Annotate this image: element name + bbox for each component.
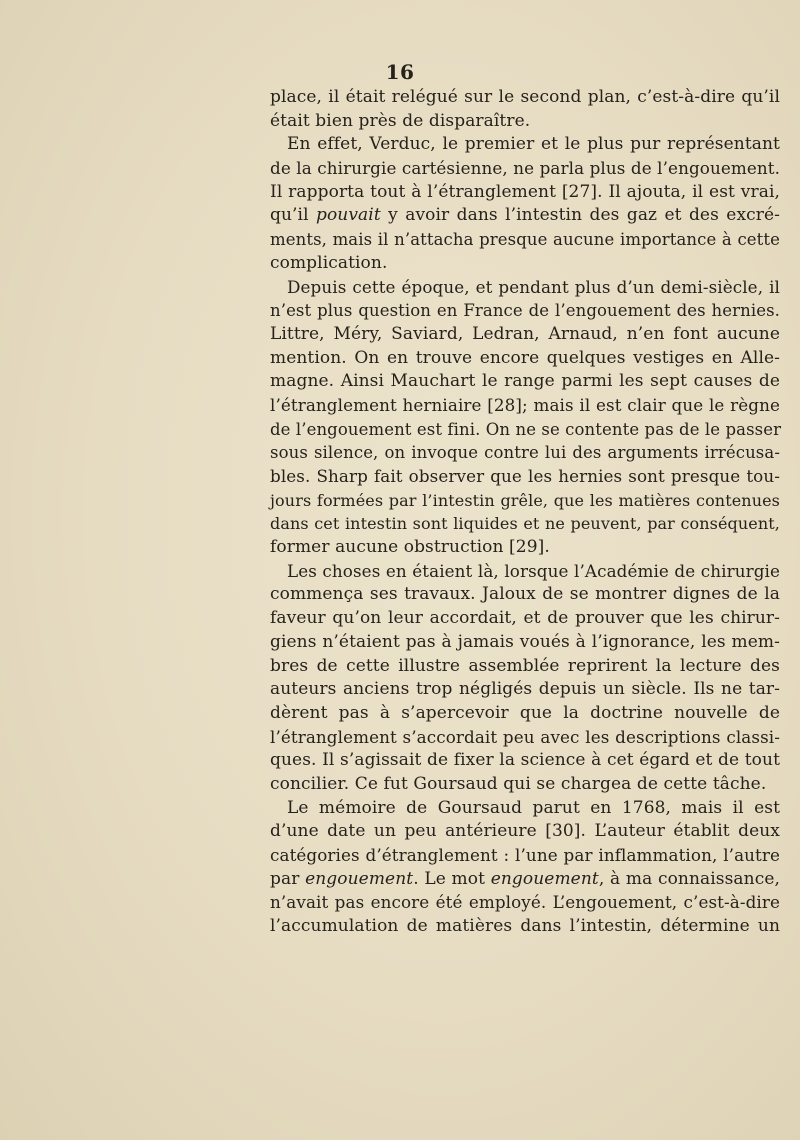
text-line: catégories d’étranglement : l’une par inflammation, l’autre: [270, 845, 780, 865]
text-line: mention. On en trouve encore quelques vestiges en Alle-: [270, 347, 780, 368]
text-line: qu’il pouvait y avoir dans l’intestin des gaz et des excré-: [270, 205, 780, 226]
text-line: sous silence, on invoque contre lui des arguments irrécusa-: [270, 443, 780, 463]
text-line: n’avait pas encore été employé. L’engouement, c’est-à-dire: [270, 892, 780, 913]
text-line: n’est plus question en France de l’engouement des hernies.: [270, 301, 780, 321]
text-line: de la chirurgie cartésienne, ne parla plus de l’engouement.: [270, 158, 780, 179]
text-line: bles. Sharp fait observer que les hernies sont presque tou-: [270, 466, 780, 486]
text-line: Depuis cette époque, et pendant plus d’un demi-siècle, il: [287, 276, 780, 297]
text-line: En effet, Verduc, le premier et le plus pur représentant: [287, 134, 780, 155]
text-line: d’une date un peu antérieure [30]. L’auteur établit deux: [270, 821, 780, 842]
text-line: magne. Ainsi Mauchart le range parmi les sept causes de: [270, 371, 780, 392]
text-line: Littre, Méry, Saviard, Ledran, Arnaud, n’en font aucune: [270, 323, 780, 344]
text-line: par engouement. Le mot engouement, à ma connaissance,: [270, 868, 780, 889]
text-line: concilier. Ce fut Goursaud qui se chargea de cette tâche.: [270, 773, 767, 794]
text-line: complication.: [270, 252, 388, 273]
text-line: ques. Il s’agissait de fixer la science à cet égard et de tout: [270, 750, 780, 771]
text-line: ments, mais il n’attacha presque aucune importance à cette: [270, 230, 780, 250]
text-line: dans cet intestin sont liquides et ne peuvent, par conséquent,: [270, 514, 780, 534]
text-line: giens n’étaient pas à jamais voués à l’ignorance, les mem-: [270, 631, 780, 652]
text-line: était bien près de disparaître.: [270, 110, 531, 131]
text-line: dèrent pas à s’apercevoir que la doctrine nouvelle de: [270, 702, 780, 723]
text-line: auteurs anciens trop négligés depuis un siècle. Ils ne tar-: [270, 679, 780, 700]
text-line: Les choses en étaient là, lorsque l’Académie de chirurgie: [287, 560, 780, 581]
text-line: former aucune obstruction [29].: [270, 537, 550, 558]
text-line: jours formées par l’intestin grêle, que les matières contenues: [270, 490, 780, 510]
text-line: bres de cette illustre assemblée reprirent la lecture des: [270, 655, 780, 676]
page-number: 16: [385, 60, 415, 84]
text-line: l’étranglement s’accordait peu avec les descriptions classi-: [270, 726, 780, 747]
body-text: [270, 86, 780, 939]
text-line: l’accumulation de matières dans l’intestin, détermine un: [270, 916, 780, 937]
text-line: Il rapporta tout à l’étranglement [27]. Il ajouta, il est vrai,: [270, 181, 780, 202]
text-line: faveur qu’on leur accordait, et de prouver que les chirur-: [270, 608, 780, 629]
text-line: de l’engouement est fini. On ne se contente pas de le passer: [270, 419, 782, 439]
text-line: commença ses travaux. Jaloux de se montrer dignes de la: [270, 584, 780, 605]
text-line: Le mémoire de Goursaud parut en 1768, mais il est: [287, 797, 780, 818]
text-line: place, il était relégué sur le second plan, c’est-à-dire qu’il: [270, 87, 780, 107]
text-line: l’étranglement herniaire [28]; mais il est clair que le règne: [270, 394, 780, 415]
